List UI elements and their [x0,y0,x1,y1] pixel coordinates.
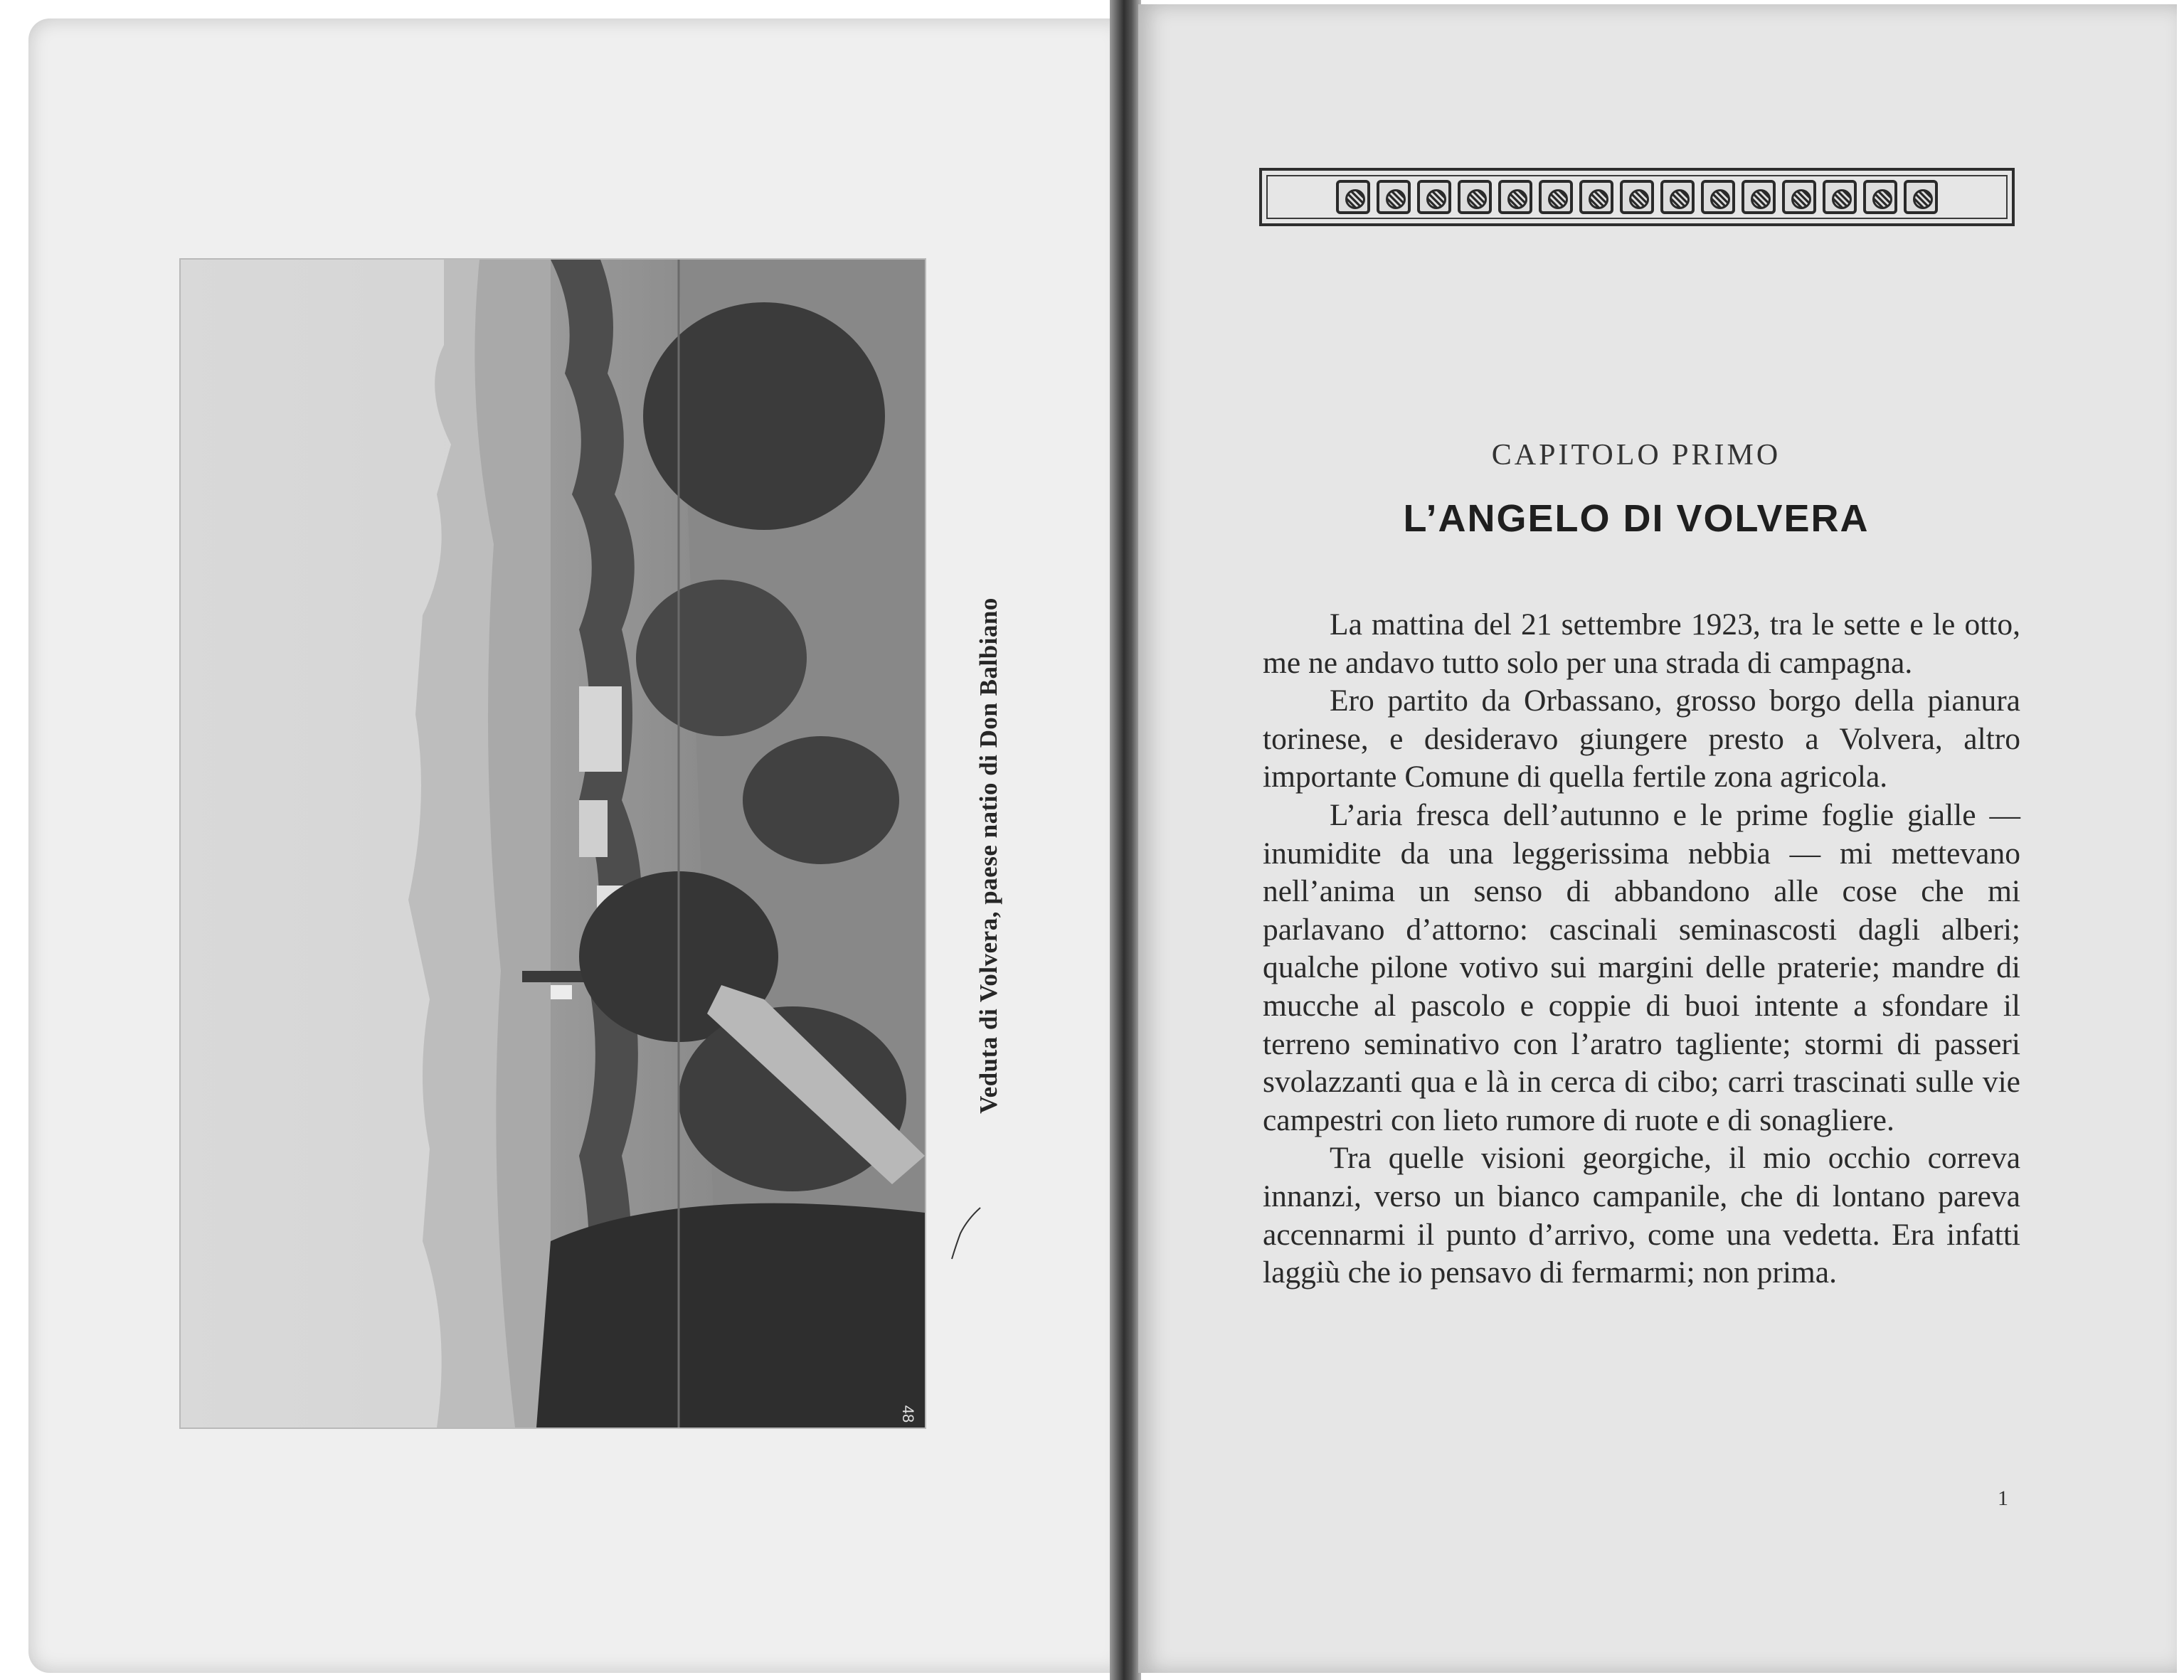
chapter-title: L’ANGELO DI VOLVERA [1403,497,1870,540]
decorative-border-ornament [1259,168,2015,226]
ornament-tile-icon [1823,180,1857,214]
book-gutter [1110,0,1141,1680]
paragraph-3: L’aria fresca dell’autunno e le prime foglie gialle — inumidite da una leggerissima nebbia — mi mettevano nell’anima un senso di abbandono alle cose che mi parlavano d’attorno: cascinali seminascosti dagli alberi; qualche pilone votivo sui margini delle praterie; mandre di mucche al pascolo e coppie di buoi intente a sfondare il terreno seminativo con l’aratro tagliente; stormi di passeri svolazzanti qua e là in cerca di cibo; carri trascinati sulle vie campestri con lieto rumore di ruote e di sonagliere. [1263,797,2020,1137]
ornament-tile-icon [1742,180,1776,214]
ornament-tile-icon [1863,180,1897,214]
right-page [1138,4,2177,1673]
chapter-body [1263,606,2020,1292]
chapter-number: CAPITOLO PRIMO [1491,439,1781,472]
ornament-tile-icon [1336,180,1370,214]
ornament-tile-icon [1660,180,1695,214]
ornament-tile-icon [1701,180,1735,214]
ornament-tile-icon [1498,180,1532,214]
paragraph-4: Tra quelle visioni georgiche, il mio occhio correva innanzi, verso un bianco campanile, che di lontano pareva accennarmi il punto d’arrivo, come una vedetta. Era infatti laggiù che io pensavo di fermarmi; non prima. [1263,1141,2020,1290]
landscape-photo-graphic [181,260,925,1428]
paragraph-1: La mattina del 21 settembre 1923, tra le sette e le otto, me ne andavo tutto solo per una strada di campagna. [1263,607,2020,680]
pencil-mark [946,1205,989,1262]
left-page [28,18,1124,1673]
volvera-photograph [179,258,926,1429]
caption-container [971,557,1007,1154]
ornament-tile-icon [1620,180,1654,214]
ornament-tile-icon [1458,180,1492,214]
ornament-tile-icon [1904,180,1938,214]
ornament-tile-icon [1579,180,1613,214]
ornament-tile-icon [1377,180,1411,214]
photo-caption: Veduta di Volvera, paese natio di Don Balbiano [975,597,1002,1114]
ornament-tile-icon [1539,180,1573,214]
ornament-tile-icon [1417,180,1451,214]
page-number: 1 [1998,1487,2008,1510]
photo-signature: 48 [898,1405,917,1423]
paragraph-2: Ero partito da Orbassano, grosso borgo della pianura torinese, e desideravo giungere presto a Volvera, altro importante Comune di quella fertile zona agricola. [1263,684,2020,794]
ornament-tile-icon [1782,180,1816,214]
